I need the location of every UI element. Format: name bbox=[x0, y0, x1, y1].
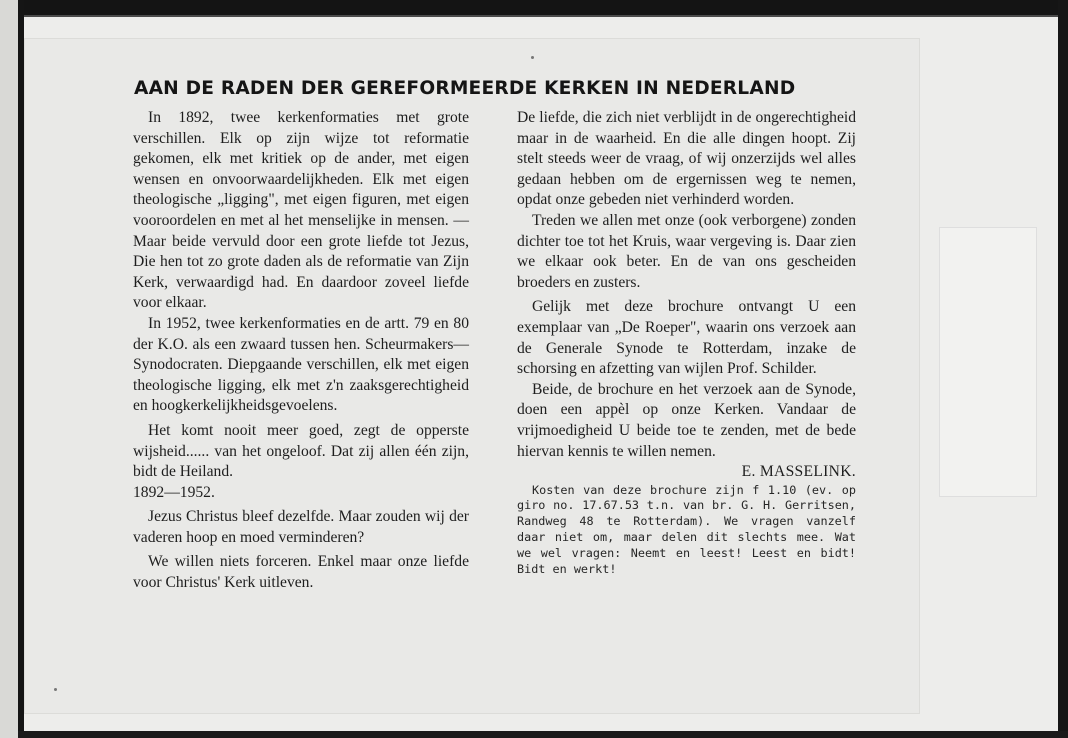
paragraph-de-roeper: Gelijk met deze brochure ontvangt U een exemplaar van „De Roeper", waarin ons verzoek aan de Generale Synode te Rotterdam, inzake de schorsing en afzetting van wijlen Prof. Schilder. bbox=[517, 298, 856, 378]
paragraph-1952: In 1952, twee kerkenformaties en de artt. 79 en 80 der K.O. als een zwaard tussen hen. Scheurmakers—Synodocraten. Diepgaande verschillen, elk met eigen theologische ligging, elk met z'n zaaksgerechtigheid en hoogkerkelijkheidsgevoelens. bbox=[133, 314, 469, 415]
document-title: AAN DE RADEN DER GEREFORMEERDE KERKEN IN NEDERLAND bbox=[134, 78, 796, 99]
paragraph-1892: In 1892, twee kerkenformaties met grote verschillen. Elk op zijn wijze tot reformatie gekomen, elk met kritiek op de ander, met eigen wensen en onvoorwaardelijkheden. Elk met eigen theologische „ligging", met eigen figuren, met eigen vooroordelen en met al het menselijke in mensen. — Maar beide vervuld door een grote liefde tot Jezus, Die hen tot zo grote daden als de reformatie van Zijn Kerk, verwaardigd had. En daardoor zoveel liefde voor elkaar. bbox=[133, 109, 469, 312]
paragraph-niets-forceren: We willen niets forceren. Enkel maar onze liefde voor Christus' Kerk uitleven. bbox=[133, 553, 469, 592]
scan-speck bbox=[54, 688, 57, 691]
scan-speck bbox=[531, 56, 534, 59]
film-border-right bbox=[1058, 0, 1068, 738]
paragraph-wijsheid: Het komt nooit meer goed, zegt de opperste wijsheid...... van het ongeloof. Dat zij allen één zijn, bidt de Heiland. bbox=[133, 421, 469, 481]
left-column bbox=[133, 108, 469, 594]
paragraph-appel: Beide, de brochure en het verzoek aan de Synode, doen een appèl op onze Kerken. Vandaar de vrijmoedigheid U beide toe te zenden, met de bede hiervan kennis te willen nemen. bbox=[517, 380, 856, 460]
signature: E. MASSELINK. bbox=[741, 463, 856, 481]
cost-footnote: Kosten van deze brochure zijn f 1.10 (ev. op giro no. 17.67.53 t.n. van br. G. H. Gerritsen, Randweg 48 te Rotterdam). We vragen vanzelf daar niet om, maar delen dit slechts mee. Wat we wel vragen: Neemt en leest! Leest en bidt! Bidt en werkt! bbox=[517, 482, 856, 576]
scan-margin bbox=[0, 0, 18, 738]
right-column bbox=[517, 108, 856, 577]
film-border-top-line bbox=[20, 15, 1060, 17]
paper-slip bbox=[940, 228, 1036, 496]
film-border-bottom bbox=[18, 731, 1068, 738]
film-border-left bbox=[18, 0, 24, 738]
year-range-line: 1892—1952. bbox=[133, 483, 215, 501]
paragraph-jezus-christus: Jezus Christus bleef dezelfde. Maar zouden wij der vaderen hoop en moed verminderen? bbox=[133, 508, 469, 546]
paragraph-liefde: De liefde, die zich niet verblijdt in de ongerechtigheid maar in de waarheid. En die alle dingen hoopt. Zij stelt steeds weer de vraag, of wij onzerzijds wel alles gedaan hebben om de ergernissen weg te nemen, opdat onze gebeden niet verhinderd worden. bbox=[517, 109, 856, 209]
paragraph-treden: Treden we allen met onze (ook verborgene) zonden dichter toe tot het Kruis, waar vergeving is. Daar zien we elkaar ook beter. En de van ons gescheiden broeders en zusters. bbox=[517, 211, 856, 291]
